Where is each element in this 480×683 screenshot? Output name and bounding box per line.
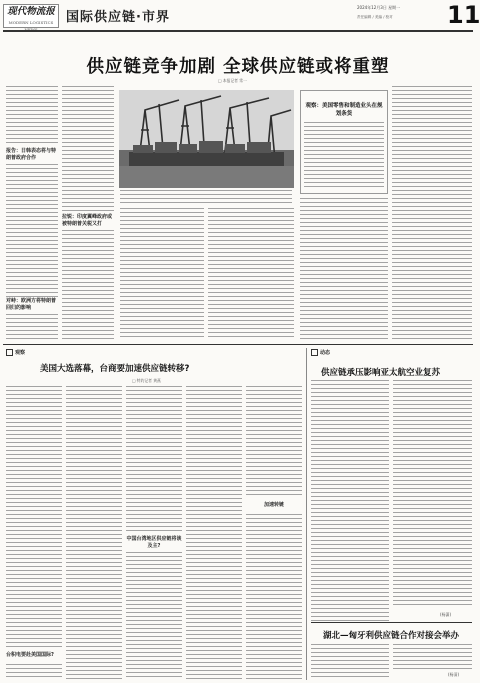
taiwan-subhead-1: 加速转链 [263, 502, 284, 508]
lead-subhead-2: 拉锐：印度翼峰政府或被特朗普关税又打 [62, 214, 113, 227]
column-divider [306, 348, 307, 680]
lead-byline: □ 本报记者 常一 [218, 78, 247, 83]
taiwan-text-col5b [246, 514, 302, 680]
lead-text-col1b [6, 164, 58, 297]
lead-headline: 供应链竞争加剧 全球供应链或将重塑 [86, 57, 390, 77]
port-crane-illustration [119, 90, 294, 188]
sidebar-title: 观察：美国零售和制造业头在规划条货 [305, 103, 383, 117]
lead-text-col3 [120, 208, 204, 340]
lead-text-col2a [62, 86, 114, 212]
lead-text-col4 [208, 208, 294, 340]
lead-text-col1a [6, 86, 58, 146]
aviation-text-col2 [393, 380, 472, 606]
taiwan-text-col1b [6, 664, 62, 680]
taiwan-text-col3b [126, 552, 182, 680]
hubei-text-col1 [311, 644, 389, 680]
news-tag-label: 动态 [320, 350, 331, 356]
masthead-rule [3, 30, 473, 32]
hubei-editor: (杨清) [448, 672, 460, 677]
taiwan-text-col5a [246, 386, 302, 498]
lead-text-col6 [392, 86, 472, 340]
aviation-headline: 供应链承压影响亚太航空业复苏 [321, 368, 441, 378]
observe-tag [6, 349, 25, 356]
lead-text-col2b [62, 230, 114, 340]
taiwan-text-col4 [186, 386, 242, 680]
aviation-editor: (杨潇) [440, 612, 452, 617]
section-rule-1 [3, 344, 473, 345]
tag-box [6, 349, 13, 356]
page-number: 11 [447, 1, 480, 29]
taiwan-text-col1 [6, 386, 62, 648]
lead-photo [119, 90, 294, 188]
hubei-text-col2 [393, 644, 472, 670]
observe-tag-label: 观察 [15, 350, 26, 356]
photo-caption [120, 190, 292, 204]
logo-text: 现代物流报 [7, 6, 55, 17]
tag-box [311, 349, 318, 356]
hubei-headline: 湖北—匈牙利供应链合作对接会举办 [323, 631, 460, 641]
sidebar-text [304, 122, 384, 190]
logo-subtitle: MODERN LOGISTICS [8, 20, 54, 25]
issue-date: 2024年12月3日 星期一 [357, 5, 401, 10]
news-tag [311, 349, 330, 356]
taiwan-subhead-2: 中国台湾地区供应链将谈及主? [126, 536, 182, 549]
taiwan-subhead-3: 台积电要赴美国国际? [6, 652, 54, 658]
taiwan-byline: □ 特约记者 黄燕 [132, 378, 161, 383]
section-title: 国际供应链·市界 [66, 10, 170, 25]
section-rule-2 [311, 622, 472, 623]
lead-subhead-1: 报告：日韩表态将与特朗普政府合作 [6, 148, 57, 161]
lead-text-col5 [300, 198, 388, 340]
taiwan-headline: 美国大选落幕，台商要加速供应链转移? [40, 364, 190, 374]
taiwan-text-col3a [126, 386, 182, 534]
newspaper-logo [3, 4, 59, 28]
taiwan-text-col2 [66, 386, 122, 680]
editors-line: 责任编辑 / 美编 / 校对 [357, 15, 393, 19]
lead-text-col1c [6, 314, 58, 340]
lead-subhead-3: 对峙：欧洲方将特朗普回归的影响 [6, 298, 57, 311]
aviation-text-col1 [311, 380, 389, 622]
